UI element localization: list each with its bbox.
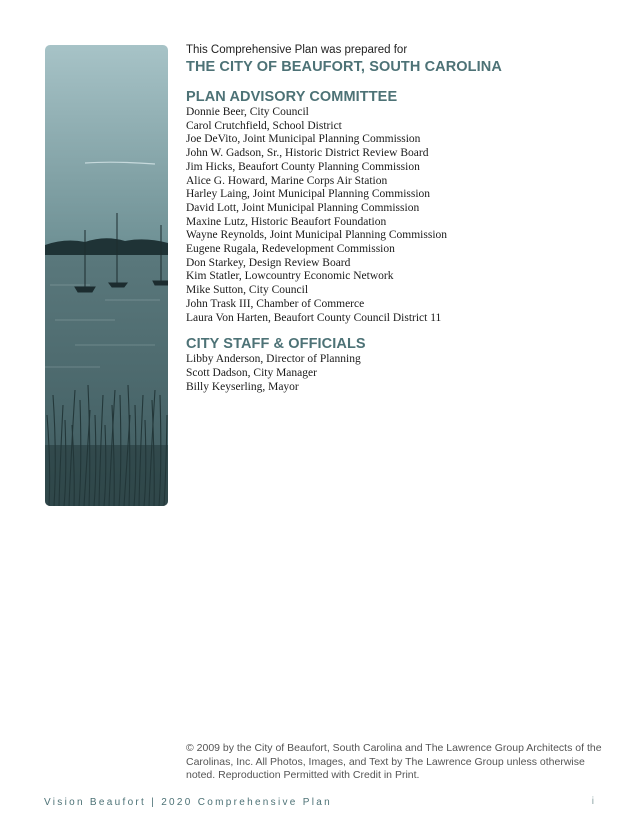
marsh-photo-image [45, 45, 168, 506]
committee-member: David Lott, Joint Municipal Planning Commission [186, 201, 420, 214]
footer-title: Vision Beaufort | 2020 Comprehensive Plan [44, 797, 332, 808]
city-title: THE CITY OF BEAUFORT, SOUTH CAROLINA [186, 59, 502, 75]
committee-member: Joe DeVito, Joint Municipal Planning Commission [186, 133, 421, 146]
committee-heading: PLAN ADVISORY COMMITTEE [186, 89, 398, 105]
committee-member: Carol Crutchfield, School District [186, 119, 342, 132]
marsh-photo [45, 45, 168, 506]
committee-member: Alice G. Howard, Marine Corps Air Station [186, 174, 388, 187]
committee-member: Jim Hicks, Beaufort County Planning Commission [186, 160, 420, 173]
committee-member: Kim Statler, Lowcountry Economic Network [186, 270, 394, 283]
committee-member: Mike Sutton, City Council [186, 284, 309, 297]
staff-member: Scott Dadson, City Manager [186, 366, 317, 379]
committee-member: Eugene Rugala, Redevelopment Commission [186, 243, 395, 256]
committee-member: John Trask III, Chamber of Commerce [186, 297, 365, 310]
staff-heading: CITY STAFF & OFFICIALS [186, 336, 366, 353]
committee-member: Don Starkey, Design Review Board [186, 256, 351, 269]
committee-member: John W. Gadson, Sr., Historic District Review Board [186, 147, 429, 160]
committee-member: Laura Von Harten, Beaufort County Council District 11 [186, 311, 442, 324]
committee-member: Harley Laing, Joint Municipal Planning Commission [186, 188, 431, 201]
staff-member: Libby Anderson, Director of Planning [186, 353, 361, 366]
staff-list [186, 353, 606, 394]
committee-list [186, 106, 606, 325]
copyright-notice: © 2009 by the City of Beaufort, South Carolina and The Lawrence Group Architects of the Carolinas, Inc. All Photos, Images, and Text by The Lawrence Group unless otherwise noted. Reproduction Permitted with Credit in Print. [186, 742, 602, 781]
committee-member: Maxine Lutz, Historic Beaufort Foundation [186, 215, 387, 228]
staff-member: Billy Keyserling, Mayor [186, 380, 299, 393]
credits-content [186, 43, 606, 394]
committee-member: Donnie Beer, City Council [186, 106, 309, 118]
intro-text: This Comprehensive Plan was prepared for [186, 44, 408, 56]
committee-member: Wayne Reynolds, Joint Municipal Planning Commission [186, 229, 448, 242]
page-number: i [591, 796, 594, 807]
